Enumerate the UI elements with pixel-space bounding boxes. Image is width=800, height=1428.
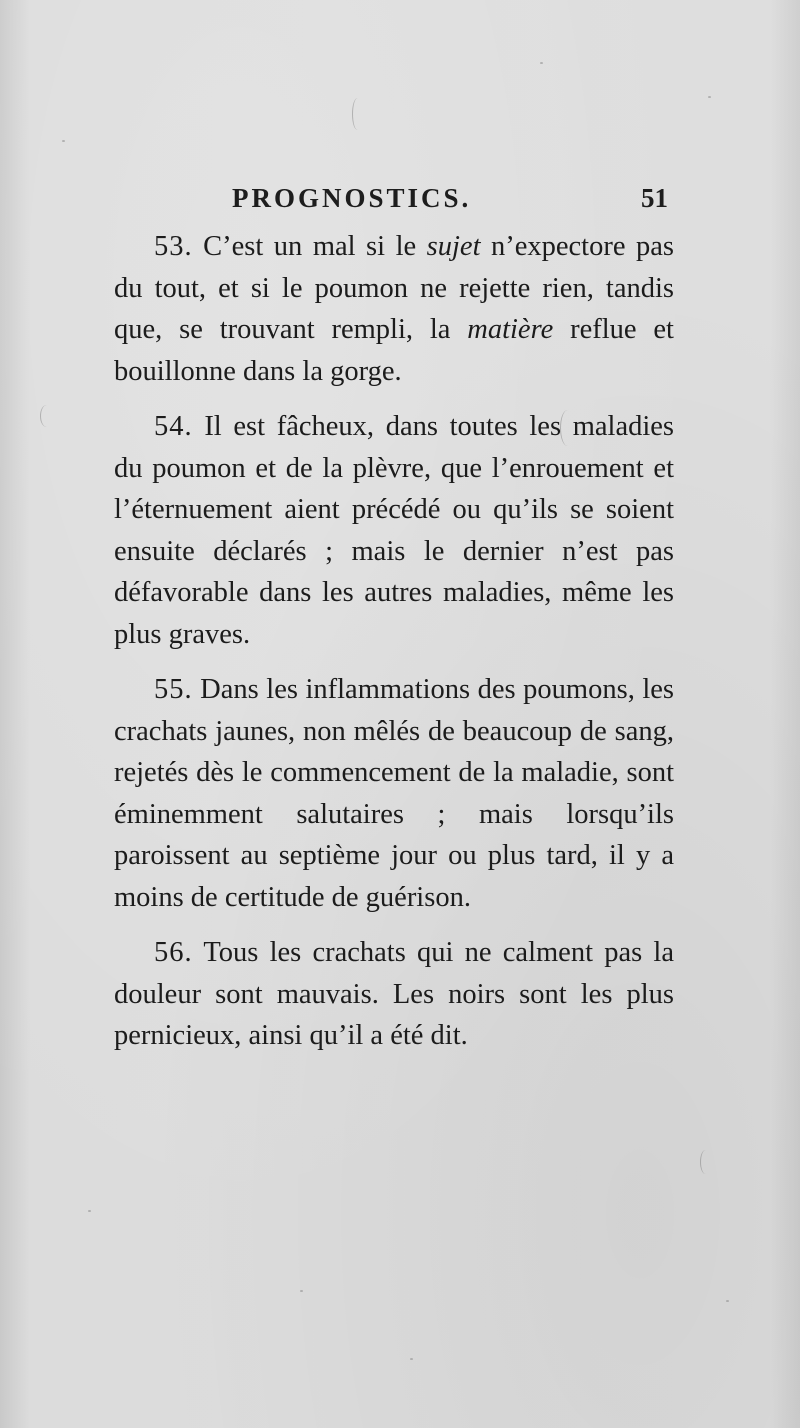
- paragraph-number: 54.: [154, 411, 193, 442]
- italic-term: matière: [467, 314, 554, 345]
- paragraph: [114, 406, 674, 655]
- paper-speck: [300, 1290, 303, 1292]
- paragraph-number: 53.: [154, 231, 193, 262]
- page-header: [232, 183, 668, 223]
- paper-fiber: [352, 98, 363, 130]
- paper-fiber: [700, 1150, 711, 1174]
- paragraph-text: C’est un mal si le: [203, 231, 427, 262]
- paper-fiber: [40, 405, 53, 427]
- paper-speck: [88, 1210, 91, 1212]
- paragraph-text: Dans les inflammations des poumons, les crachats jaunes, non mêlés de beaucoup de sang, rejetés dès le commencement de la maladie, sont éminemment salutaires ; mais lorsqu’ils paroissent au septième jour ou plus tard, il y a moins de certitude de guérison.: [114, 674, 675, 913]
- paper-speck: [410, 1358, 413, 1360]
- paragraph-text: reflue et bouillonne dans la gorge.: [114, 314, 674, 387]
- paper-speck: [540, 62, 543, 64]
- body-text: [114, 226, 674, 1061]
- paragraph: [114, 226, 674, 392]
- paragraph: [114, 669, 674, 918]
- paper-speck: [726, 1300, 729, 1302]
- paragraph: [114, 932, 674, 1057]
- paragraph-text: n’expectore pas du tout, et si le poumon ne rejette rien, tandis que, se trouvant rempli, la: [114, 231, 674, 345]
- paper-speck: [62, 140, 65, 142]
- page-number: 51: [641, 183, 668, 213]
- italic-term: sujet: [426, 231, 481, 262]
- paragraph-text: Il est fâcheux, dans toutes les maladies du poumon et de la plèvre, que l’enrouement et l’éternuement aient précédé ou qu’ils se soient ensuite déclarés ; mais le dernier n’est pas défavorable dans les autres maladies, même les plus graves.: [114, 411, 675, 650]
- running-head: PROGNOSTICS.: [232, 183, 472, 213]
- paragraph-number: 55.: [154, 674, 193, 705]
- paper-speck: [708, 96, 711, 98]
- paragraph-number: 56.: [154, 937, 193, 968]
- paragraph-text: Tous les crachats qui ne calment pas la douleur sont mauvais. Les noirs sont les plus pernicieux, ainsi qu’il a été dit.: [114, 937, 674, 1051]
